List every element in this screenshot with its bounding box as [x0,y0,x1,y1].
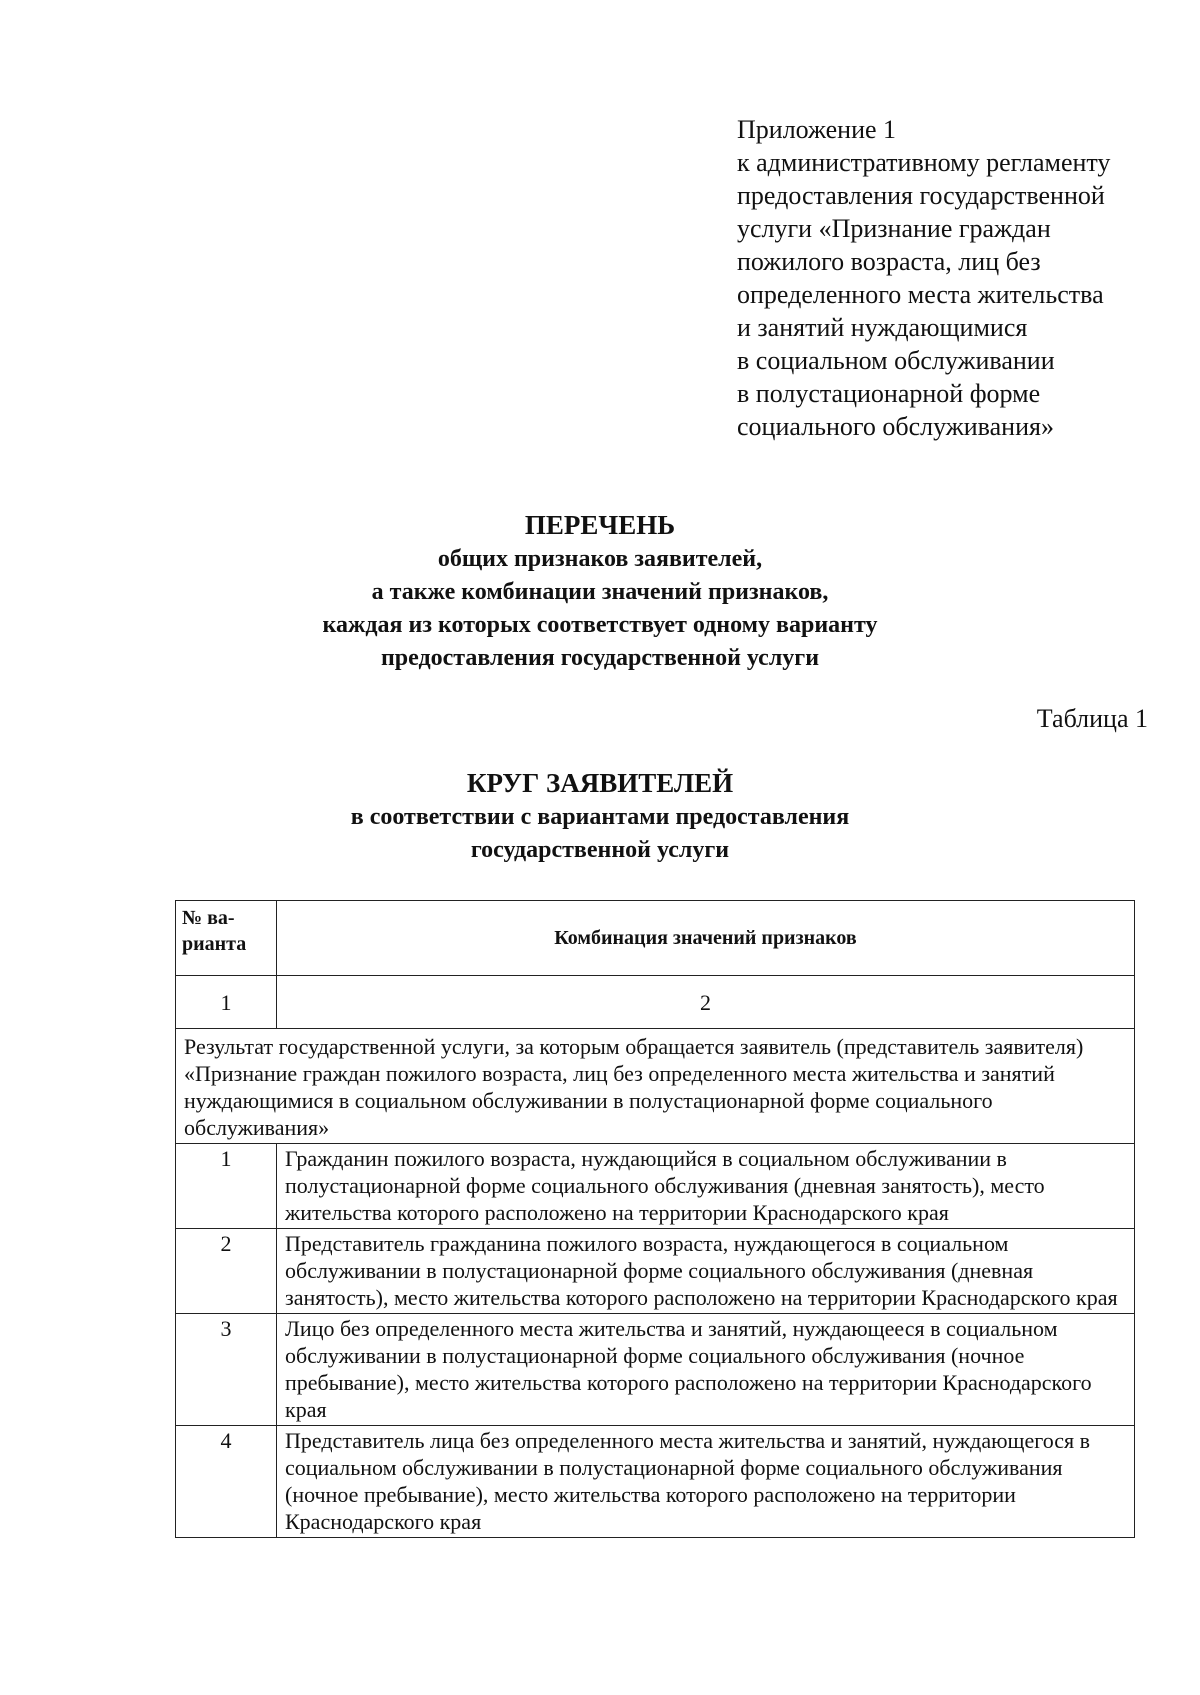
appendix-line: Приложение 1 [737,115,897,144]
appendix-line: определенного места жительства [737,280,1104,309]
header-variant-line: № ва- [182,907,235,929]
result-text: Результат государственной услуги, за которым обращается заявитель (представитель заявителя) «Признание граждан пожилого возраста, лиц без определенного места жительства и занятий нуждающимися в социальном обслуживании в полустационарной форме социального обслуживания» [176,1029,1135,1144]
list-title [0,507,1200,675]
header-variant-number [176,901,277,976]
appendix-line: в социальном обслуживании [737,346,1055,375]
row-number: 1 [176,1144,277,1229]
table-row [176,1229,1135,1314]
list-title-line: а также комбинации значений признаков, [371,579,829,605]
table-row [176,1426,1135,1538]
appendix-line: к административному регламенту [737,148,1111,177]
circle-title-line: государственной услуги [470,837,730,863]
table-header-row [176,901,1135,976]
result-row [176,1029,1135,1144]
appendix-line: услуги «Признание граждан [737,214,1051,243]
list-title-line: общих признаков заявителей, [437,546,763,572]
table-column-numbers-row [176,976,1135,1029]
row-number: 2 [176,1229,277,1314]
list-title-line: предоставления государственной услуги [380,645,820,671]
table-row [176,1314,1135,1426]
table-row [176,1144,1135,1229]
circle-title-line: в соответствии с вариантами предоставления [350,804,850,830]
header-variant-line: рианта [182,933,247,955]
row-text: Гражданин пожилого возраста, нуждающийся в социальном обслуживании в полустационарной форме социального обслуживания (дневная занятость), место жительства которого расположено на территории Краснодарского края [277,1144,1135,1229]
list-title-line: каждая из которых соответствует одному варианту [322,612,878,638]
appendix-line: предоставления государственной [737,181,1105,210]
circle-title [0,765,1200,867]
row-text: Представитель лица без определенного места жительства и занятий, нуждающегося в социальном обслуживании в полустационарной форме социального обслуживания (ночное пребывание), место жительства которого расположено на территории Краснодарского края [277,1426,1135,1538]
row-number: 4 [176,1426,277,1538]
applicants-table [175,900,1135,1538]
row-text: Представитель гражданина пожилого возраста, нуждающегося в социальном обслуживании в полустационарной форме социального обслуживания (дневная занятость), место жительства которого расположено на территории Краснодарского края [277,1229,1135,1314]
appendix-line: пожилого возраста, лиц без [737,247,1041,276]
appendix-line: в полустационарной форме [737,379,1041,408]
list-title-heading: ПЕРЕЧЕНЬ [524,510,676,540]
table-label: Таблица 1 [1036,704,1148,733]
row-text: Лицо без определенного места жительства и занятий, нуждающееся в социальном обслуживании в полустационарной форме социального обслуживания (ночное пребывание), место жительства которого расположено на территории Краснодарского края [277,1314,1135,1426]
appendix-line: социального обслуживания» [737,412,1054,441]
column-number: 1 [176,976,277,1029]
header-combination: Комбинация значений признаков [277,901,1135,976]
column-number: 2 [277,976,1135,1029]
appendix-note [737,113,1177,443]
appendix-line: и занятий нуждающимися [737,313,1028,342]
circle-title-heading: КРУГ ЗАЯВИТЕЛЕЙ [466,768,734,798]
row-number: 3 [176,1314,277,1426]
